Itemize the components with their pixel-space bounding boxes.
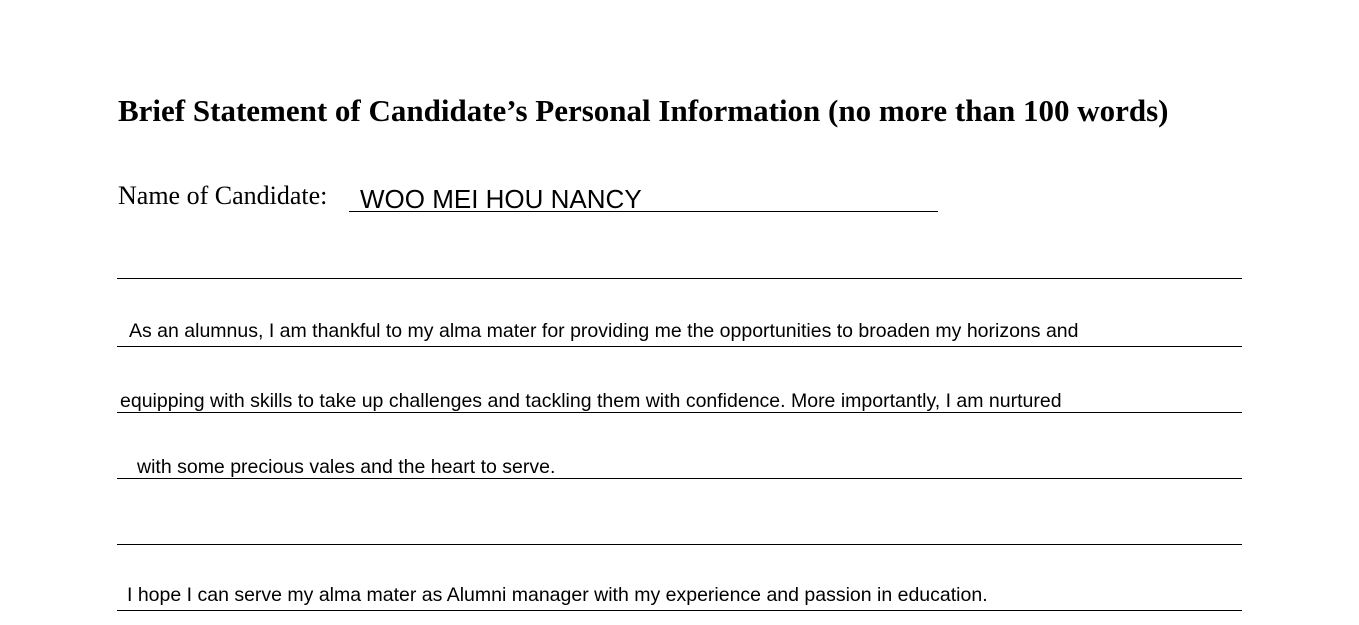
- candidate-name-field[interactable]: [349, 180, 938, 212]
- statement-text-2: As an alumnus, I am thankful to my alma mater for providing me the opportunities to broaden my horizons and: [129, 320, 1079, 342]
- statement-line-1: [117, 278, 1242, 279]
- candidate-name-value: WOO MEI HOU NANCY: [360, 184, 642, 214]
- statement-text-6: I hope I can serve my alma mater as Alumni manager with my experience and passion in education.: [127, 584, 988, 606]
- statement-text-4: with some precious vales and the heart to serve.: [137, 456, 556, 478]
- statement-line-3: [117, 412, 1242, 413]
- statement-line-6: [117, 610, 1242, 611]
- candidate-name-label: Name of Candidate:: [118, 181, 328, 210]
- statement-line-2: [117, 346, 1242, 347]
- form-title: Brief Statement of Candidate’s Personal Information (no more than 100 words): [118, 93, 1169, 128]
- statement-text-3: equipping with skills to take up challenges and tackling them with confidence. More importantly, I am nurtured: [120, 390, 1062, 412]
- statement-line-5: [117, 544, 1242, 545]
- statement-line-4: [117, 478, 1242, 479]
